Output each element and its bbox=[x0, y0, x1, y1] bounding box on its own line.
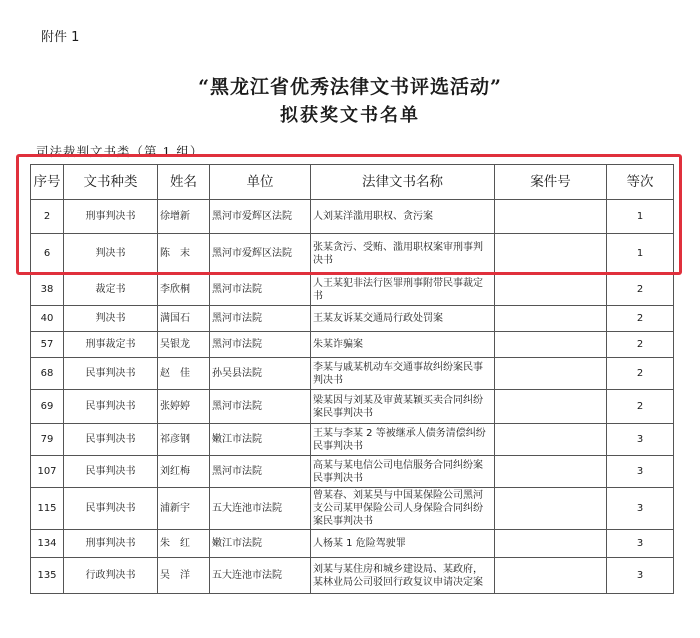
cell-rank: 1 bbox=[607, 200, 674, 234]
cell-name: 刘红梅 bbox=[158, 456, 210, 488]
cell-no: 134 bbox=[31, 530, 64, 558]
cell-no: 79 bbox=[31, 424, 64, 456]
cell-rank: 3 bbox=[607, 456, 674, 488]
column-header: 姓名 bbox=[158, 165, 210, 200]
cell-doc: 张某贪污、受贿、滥用职权案审刑事判决书 bbox=[311, 234, 495, 274]
page-subtitle: 拟获奖文书名单 bbox=[280, 105, 420, 126]
cell-type: 刑事判决书 bbox=[64, 200, 158, 234]
column-header: 等次 bbox=[607, 165, 674, 200]
cell-no: 68 bbox=[31, 358, 64, 390]
cell-unit: 嫩江市法院 bbox=[210, 530, 311, 558]
cell-rank: 3 bbox=[607, 424, 674, 456]
cell-rank: 2 bbox=[607, 274, 674, 306]
cell-no: 40 bbox=[31, 306, 64, 332]
cell-name: 浦新宇 bbox=[158, 488, 210, 530]
cell-type: 判决书 bbox=[64, 306, 158, 332]
cell-unit: 黑河市爱辉区法院 bbox=[210, 200, 311, 234]
cell-rank: 2 bbox=[607, 332, 674, 358]
cell-name: 李欣桐 bbox=[158, 274, 210, 306]
cell-rank: 2 bbox=[607, 358, 674, 390]
cell-doc: 王某友诉某交通局行政处罚案 bbox=[311, 306, 495, 332]
attachment-label: 附件 1 bbox=[41, 30, 80, 45]
cell-name: 陈 末 bbox=[158, 234, 210, 274]
page-title: “黑龙江省优秀法律文书评选活动” bbox=[198, 76, 502, 98]
table-row bbox=[31, 558, 674, 594]
cell-unit: 五大连池市法院 bbox=[210, 558, 311, 594]
cell-doc: 刘某与某住房和城乡建设局、某政府，某林业局公司驳回行政复议申请决定案 bbox=[311, 558, 495, 594]
award-list-table bbox=[30, 164, 674, 594]
cell-rank: 3 bbox=[607, 488, 674, 530]
cell-unit: 黑河市法院 bbox=[210, 332, 311, 358]
cell-no: 2 bbox=[31, 200, 64, 234]
cell-case bbox=[495, 424, 607, 456]
table-row bbox=[31, 274, 674, 306]
category-label: 司法裁判文书类（第 1 组） bbox=[36, 144, 204, 159]
table-row bbox=[31, 390, 674, 424]
cell-unit: 黑河市法院 bbox=[210, 274, 311, 306]
cell-unit: 黑河市法院 bbox=[210, 390, 311, 424]
table-row bbox=[31, 488, 674, 530]
cell-name: 徐增新 bbox=[158, 200, 210, 234]
cell-unit: 嫩江市法院 bbox=[210, 424, 311, 456]
cell-doc: 朱某诈骗案 bbox=[311, 332, 495, 358]
table-header-row bbox=[31, 165, 674, 200]
cell-name: 吴银龙 bbox=[158, 332, 210, 358]
cell-unit: 黑河市爱辉区法院 bbox=[210, 234, 311, 274]
cell-no: 135 bbox=[31, 558, 64, 594]
cell-no: 107 bbox=[31, 456, 64, 488]
cell-no: 6 bbox=[31, 234, 64, 274]
cell-type: 行政判决书 bbox=[64, 558, 158, 594]
cell-doc: 人王某犯非法行医罪刑事附带民事裁定书 bbox=[311, 274, 495, 306]
table-row bbox=[31, 456, 674, 488]
table-row bbox=[31, 424, 674, 456]
table-row bbox=[31, 200, 674, 234]
table-row bbox=[31, 530, 674, 558]
cell-type: 民事判决书 bbox=[64, 424, 158, 456]
column-header: 单位 bbox=[210, 165, 311, 200]
cell-rank: 2 bbox=[607, 390, 674, 424]
cell-doc: 王某与李某 2 等被继承人债务清偿纠纷民事判决书 bbox=[311, 424, 495, 456]
cell-type: 判决书 bbox=[64, 234, 158, 274]
cell-unit: 孙吴县法院 bbox=[210, 358, 311, 390]
cell-doc: 人杨某 1 危险驾驶罪 bbox=[311, 530, 495, 558]
cell-no: 115 bbox=[31, 488, 64, 530]
cell-doc: 高某与某电信公司电信服务合同纠纷案民事判决书 bbox=[311, 456, 495, 488]
cell-rank: 3 bbox=[607, 530, 674, 558]
cell-name: 吴 洋 bbox=[158, 558, 210, 594]
cell-unit: 五大连池市法院 bbox=[210, 488, 311, 530]
cell-type: 民事判决书 bbox=[64, 390, 158, 424]
cell-rank: 1 bbox=[607, 234, 674, 274]
cell-no: 69 bbox=[31, 390, 64, 424]
cell-doc: 梁某因与刘某及审黄某颖买卖合同纠纷案民事判决书 bbox=[311, 390, 495, 424]
cell-doc: 曾某春、刘某昊与中国某保险公司黑河支公司某甲保险公司人身保险合同纠纷案民事判决书 bbox=[311, 488, 495, 530]
cell-type: 刑事裁定书 bbox=[64, 332, 158, 358]
column-header: 案件号 bbox=[495, 165, 607, 200]
cell-no: 38 bbox=[31, 274, 64, 306]
cell-name: 祁彦钢 bbox=[158, 424, 210, 456]
cell-type: 民事判决书 bbox=[64, 456, 158, 488]
cell-type: 民事判决书 bbox=[64, 358, 158, 390]
column-header: 法律文书名称 bbox=[311, 165, 495, 200]
cell-rank: 2 bbox=[607, 306, 674, 332]
cell-case bbox=[495, 488, 607, 530]
cell-name: 张婷婷 bbox=[158, 390, 210, 424]
cell-type: 民事判决书 bbox=[64, 488, 158, 530]
cell-case bbox=[495, 558, 607, 594]
table-row bbox=[31, 234, 674, 274]
cell-case bbox=[495, 306, 607, 332]
table-row bbox=[31, 306, 674, 332]
cell-case bbox=[495, 274, 607, 306]
cell-case bbox=[495, 456, 607, 488]
table-row bbox=[31, 358, 674, 390]
cell-name: 赵 佳 bbox=[158, 358, 210, 390]
cell-case bbox=[495, 390, 607, 424]
cell-doc: 李某与戚某机动车交通事故纠纷案民事判决书 bbox=[311, 358, 495, 390]
cell-type: 刑事判决书 bbox=[64, 530, 158, 558]
cell-case bbox=[495, 358, 607, 390]
table-row bbox=[31, 332, 674, 358]
cell-case bbox=[495, 530, 607, 558]
column-header: 序号 bbox=[31, 165, 64, 200]
cell-doc: 人刘某洋滥用职权、贪污案 bbox=[311, 200, 495, 234]
cell-unit: 黑河市法院 bbox=[210, 456, 311, 488]
cell-case bbox=[495, 234, 607, 274]
cell-case bbox=[495, 332, 607, 358]
cell-name: 朱 红 bbox=[158, 530, 210, 558]
cell-unit: 黑河市法院 bbox=[210, 306, 311, 332]
column-header: 文书种类 bbox=[64, 165, 158, 200]
cell-case bbox=[495, 200, 607, 234]
cell-type: 裁定书 bbox=[64, 274, 158, 306]
cell-no: 57 bbox=[31, 332, 64, 358]
cell-name: 满国石 bbox=[158, 306, 210, 332]
cell-rank: 3 bbox=[607, 558, 674, 594]
